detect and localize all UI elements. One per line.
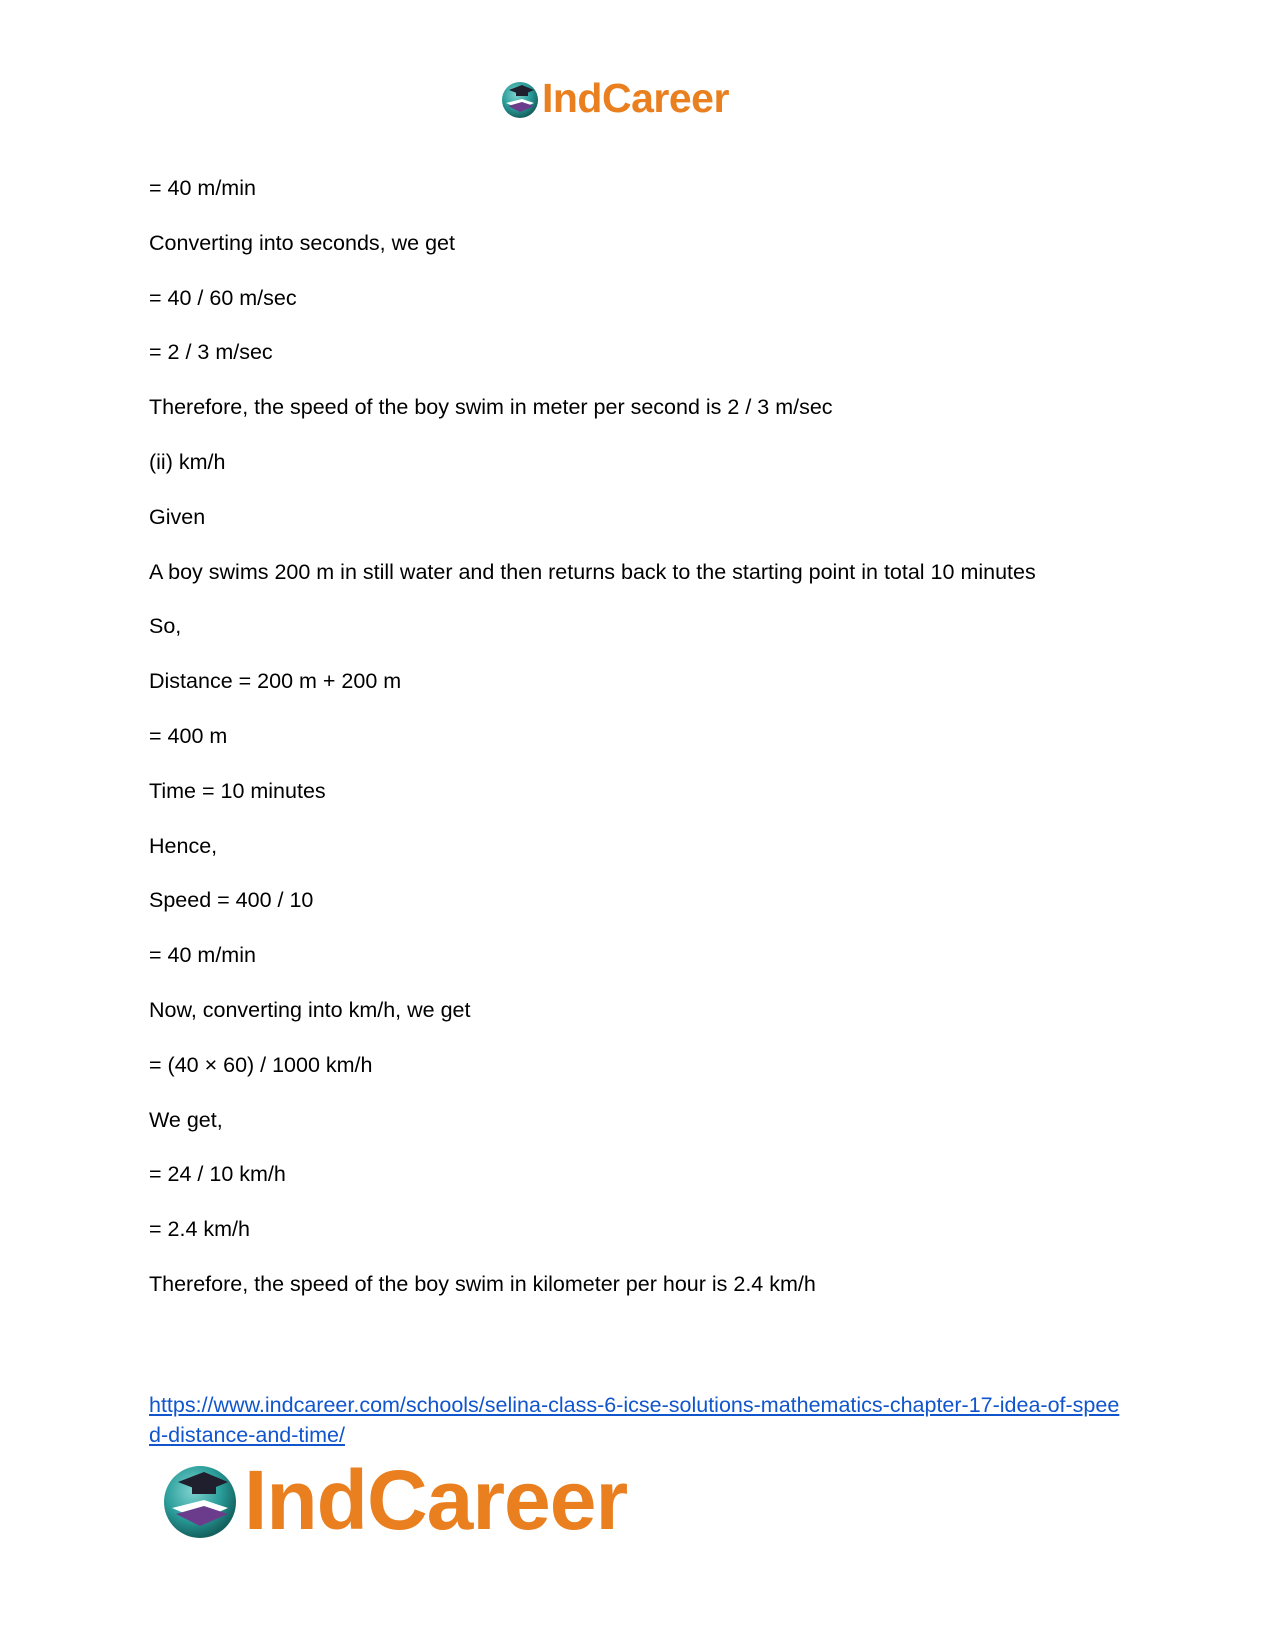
- text-line: = 24 / 10 km/h: [149, 1162, 286, 1187]
- text-line: Hence,: [149, 833, 218, 858]
- text-line: Distance = 200 m + 200 m: [149, 669, 402, 694]
- text-line: Therefore, the speed of the boy swim in meter per second is 2 / 3 m/sec: [149, 395, 833, 420]
- text-line: Converting into seconds, we get: [149, 230, 455, 255]
- logo-wordmark: IndCareer: [244, 1453, 628, 1547]
- footer-logo: [160, 1453, 628, 1547]
- source-link[interactable]: https://www.indcareer.com/schools/selina-class-6-icse-solutions-mathematics-chapter-17-idea-of-speed-distance-and-time/: [149, 1393, 1120, 1447]
- text-line: = 2 / 3 m/sec: [149, 340, 273, 365]
- text-line: Time = 10 minutes: [149, 778, 326, 803]
- text-line: = 40 m/min: [149, 176, 256, 200]
- globe-graduation-cap-icon: [500, 79, 540, 119]
- text-line: = 2.4 km/h: [149, 1217, 250, 1242]
- text-line: = 40 m/min: [149, 943, 256, 968]
- header-logo: [500, 75, 729, 121]
- text-line: A boy swims 200 m in still water and then returns back to the starting point in total 10 minutes: [149, 559, 1036, 584]
- text-line: Now, converting into km/h, we get: [149, 997, 471, 1022]
- text-line: So,: [149, 614, 182, 639]
- text-line: = (40 × 60) / 1000 km/h: [149, 1052, 373, 1077]
- text-line: We get,: [149, 1107, 223, 1132]
- globe-graduation-cap-icon: [160, 1460, 240, 1540]
- text-line: = 40 / 60 m/sec: [149, 285, 297, 310]
- text-line: Given: [149, 504, 206, 529]
- text-line: Therefore, the speed of the boy swim in kilometer per hour is 2.4 km/h: [149, 1271, 816, 1296]
- logo-wordmark: IndCareer: [542, 75, 729, 121]
- text-line: (ii) km/h: [149, 449, 226, 474]
- solution-content: [149, 175, 1129, 1326]
- text-line: Speed = 400 / 10: [149, 888, 314, 913]
- text-line: = 400 m: [149, 723, 228, 748]
